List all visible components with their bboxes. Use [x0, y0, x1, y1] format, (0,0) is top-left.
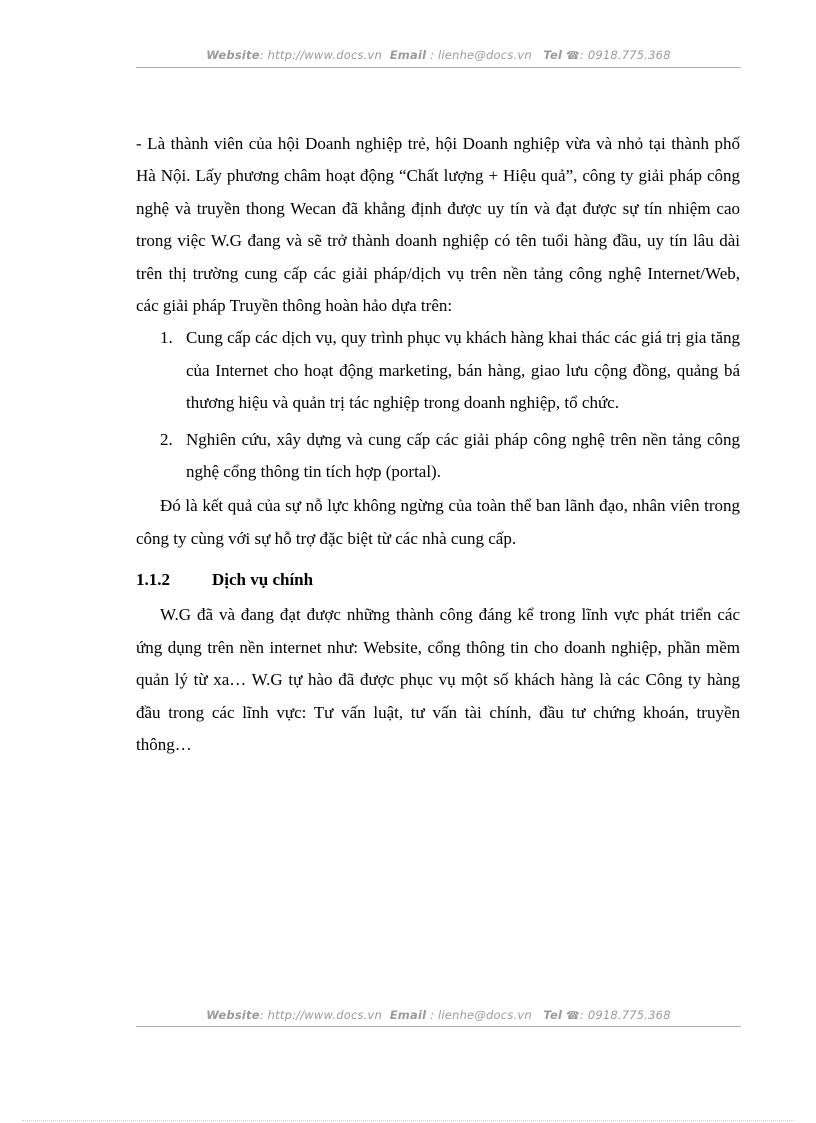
header-website-link[interactable]: : http://www.docs.vn: [259, 48, 383, 62]
page-footer: [136, 1008, 741, 1022]
footer-tel-label: Tel: [543, 1008, 563, 1022]
list-item-number: 1.: [160, 328, 173, 348]
header-tel-value: : 0918.775.368: [579, 48, 671, 62]
list-item-number: 2.: [160, 429, 173, 449]
footer-website-label: Website: [206, 1008, 260, 1022]
footer-website-link[interactable]: : http://www.docs.vn: [259, 1008, 383, 1022]
section-heading: [136, 565, 740, 595]
header-rule: [136, 67, 741, 68]
header-email-label: Email: [389, 48, 427, 62]
section-number: 1.1.2: [136, 570, 170, 590]
footer-rule: [136, 1026, 741, 1027]
intro-paragraph: - Là thành viên của hội Doanh nghiệp trẻ, hội Doanh nghiệp vừa và nhỏ tại thành phố Hà Nội. Lấy phương châm hoạt động “Chất lượng + Hiệu quả”, công ty giải pháp công nghệ và truyền thong Wecan đã khẳng định được uy tín và đạt được sự tín nhiệm cao trong việc W.G đang và sẽ trở thành doanh nghiệp có tên tuổi hàng đầu, uy tín lâu dài trên thị trường cung cấp các giải pháp/dịch vụ trên nền tảng công nghệ Internet/Web, các giải pháp Truyền thông hoàn hảo dựa trên:: [136, 134, 740, 316]
footer-email-label: Email: [389, 1008, 427, 1022]
list-item-text: Cung cấp các dịch vụ, quy trình phục vụ khách hàng khai thác các giá trị gia tăng của Internet cho hoạt động marketing, bán hàng, giao lưu cộng đồng, quảng bá thương hiệu và quản trị tác nghiệp trong doanh nghiệp, tổ chức.: [186, 328, 740, 413]
page-header: [136, 48, 741, 62]
phone-icon: ☎: [566, 49, 580, 62]
footer-tel-value: : 0918.775.368: [579, 1008, 671, 1022]
result-paragraph: Đó là kết quả của sự nỗ lực không ngừng của toàn thể ban lãnh đạo, nhân viên trong công ty cùng với sự hỗ trợ đặc biệt từ các nhà cung cấp.: [136, 496, 740, 548]
header-website-label: Website: [206, 48, 260, 62]
list-item: [136, 322, 740, 419]
document-body: [136, 128, 740, 761]
list-item: [136, 424, 740, 489]
header-tel-label: Tel: [543, 48, 563, 62]
footer-email-link[interactable]: : lienhe@docs.vn: [426, 1008, 532, 1022]
services-list: [136, 322, 740, 488]
header-email-link[interactable]: : lienhe@docs.vn: [426, 48, 532, 62]
phone-icon: ☎: [566, 1009, 580, 1022]
list-item-text: Nghiên cứu, xây dựng và cung cấp các giải pháp công nghệ trên nền tảng công nghệ cổng thông tin tích hợp (portal).: [186, 429, 740, 482]
page-edge-divider: [22, 1120, 794, 1121]
section-title: Dịch vụ chính: [212, 570, 314, 590]
section-paragraph: W.G đã và đang đạt được những thành công đáng kể trong lĩnh vực phát triển các ứng dụng trên nền internet như: Website, cổng thông tin cho doanh nghiệp, phần mềm quản lý từ xa… W.G tự hào đã được phục vụ một số khách hàng là các Công ty hàng đầu trong các lĩnh vực: Tư vấn luật, tư vấn tài chính, đầu tư chứng khoán, truyền thông…: [136, 605, 740, 754]
